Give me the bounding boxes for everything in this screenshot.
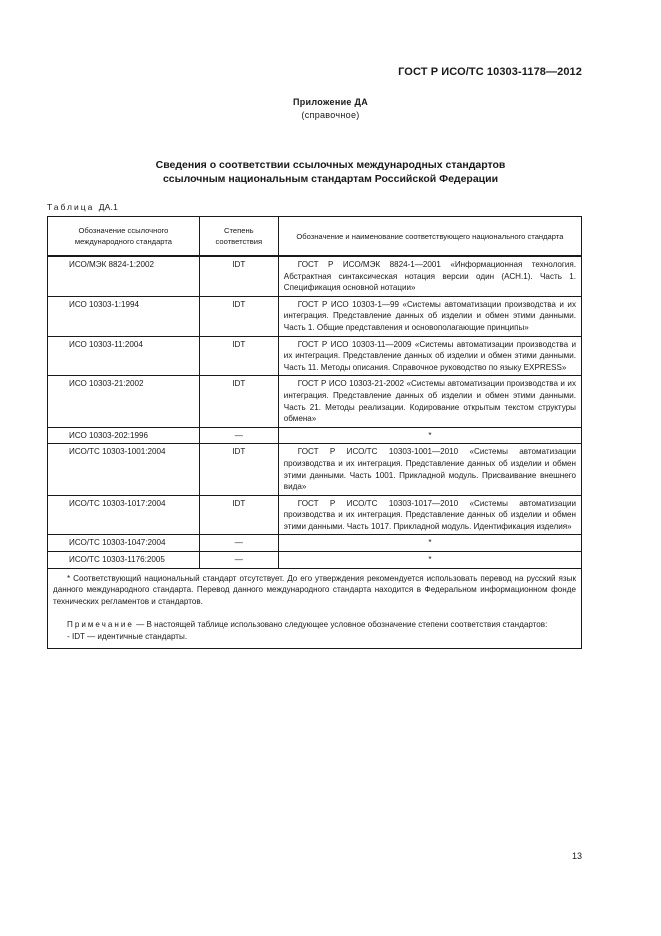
- cell-national: ГОСТ Р ИСО 10303-11—2009 «Системы автоматизации производства и их интеграция. Представление данных об изделии и обмен этими данными. Часть 11. Методы описания. Справочное руководство по языку EXPRESS»: [278, 336, 581, 376]
- cell-standard: ИСО 10303-21:2002: [48, 376, 200, 427]
- table-row: [48, 376, 582, 427]
- note: [53, 619, 576, 631]
- cell-degree: IDT: [199, 444, 278, 495]
- correspondence-table-wrapper: [47, 216, 582, 649]
- table-label-number: ДА.1: [98, 202, 119, 212]
- cell-standard: ИСО/ТС 10303-1176:2005: [48, 552, 200, 569]
- table-notes-row: [48, 568, 582, 648]
- table-row: [48, 552, 582, 569]
- table-row: [48, 296, 582, 336]
- table-label: [47, 202, 118, 212]
- cell-standard: ИСО/МЭК 8824-1:2002: [48, 256, 200, 296]
- cell-national: ГОСТ Р ИСО/МЭК 8824-1—2001 «Информационная технология. Абстрактная синтаксическая нотация версии один (АСН.1). Часть 1. Спецификация основной нотации»: [278, 256, 581, 296]
- page-number: 13: [571, 851, 582, 861]
- table-row: [48, 256, 582, 296]
- cell-degree: IDT: [199, 256, 278, 296]
- cell-national: ГОСТ Р ИСО/ТС 10303-1017—2010 «Системы автоматизации производства и их интеграция. Представление данных об изделии и обмен этими данными. Часть 1017. Прикладной модуль. Идентификация изделия»: [278, 495, 581, 535]
- cell-standard: ИСО 10303-11:2004: [48, 336, 200, 376]
- cell-standard: ИСО/ТС 10303-1047:2004: [48, 535, 200, 552]
- document-code: ГОСТ Р ИСО/ТС 10303-1178—2012: [398, 66, 582, 78]
- cell-degree: IDT: [199, 495, 278, 535]
- correspondence-table: [47, 216, 582, 649]
- appendix-title: Приложение ДА: [292, 97, 369, 107]
- cell-national: *: [278, 427, 581, 444]
- cell-degree: IDT: [199, 376, 278, 427]
- cell-degree: —: [199, 552, 278, 569]
- cell-degree: —: [199, 535, 278, 552]
- header-degree: Степень соответствия: [199, 217, 278, 257]
- cell-degree: —: [199, 427, 278, 444]
- table-header-row: [48, 217, 582, 257]
- table-row: [48, 444, 582, 495]
- table-notes: [48, 568, 582, 648]
- table-row: [48, 535, 582, 552]
- cell-national: *: [278, 535, 581, 552]
- cell-standard: ИСО 10303-1:1994: [48, 296, 200, 336]
- heading-line-1: Сведения о соответствии ссылочных международных стандартов: [155, 159, 506, 171]
- table-label-word: Таблица: [47, 202, 95, 212]
- note-text: — В настоящей таблице использовано следующее условное обозначение степени соответствия стандартов:: [136, 620, 548, 630]
- table-row: [48, 495, 582, 535]
- table-row: [48, 427, 582, 444]
- heading-line-2: ссылочным национальным стандартам Российской Федерации: [162, 173, 499, 185]
- header-international-standard: Обозначение ссылочного международного стандарта: [48, 217, 200, 257]
- section-heading: [0, 158, 661, 186]
- cell-national: *: [278, 552, 581, 569]
- cell-national: ГОСТ Р ИСО 10303-1—99 «Системы автоматизации производства и их интеграция. Представление данных об изделии и обмен этими данными. Часть 1. Общие представления и основополагающие принципы»: [278, 296, 581, 336]
- appendix-header: [0, 96, 661, 122]
- note-label: Примечание: [67, 620, 134, 630]
- cell-standard: ИСО/ТС 10303-1001:2004: [48, 444, 200, 495]
- note-item: - IDT — идентичные стандарты.: [67, 632, 188, 642]
- header-national-standard: Обозначение и наименование соответствующего национального стандарта: [278, 217, 581, 257]
- footnote: * Соответствующий национальный стандарт отсутствует. До его утверждения рекомендуется использовать перевод на русский язык данного международного стандарта. Перевод данного международного стандарта находится в Федеральном информационном фонде технических регламентов и стандартов.: [53, 573, 576, 606]
- appendix-subtitle: (справочное): [301, 110, 360, 120]
- cell-national: ГОСТ Р ИСО/ТС 10303-1001—2010 «Системы автоматизации производства и их интеграция. Представление данных об изделии и обмен этими данными. Часть 1001. Прикладной модуль. Присваивание внешнего вида»: [278, 444, 581, 495]
- cell-national: ГОСТ Р ИСО 10303-21-2002 «Системы автоматизации производства и их интеграция. Представление данных об изделии и обмен этими данными. Часть 21. Методы реализации. Кодирование открытым текстом структуры обмена»: [278, 376, 581, 427]
- cell-degree: IDT: [199, 296, 278, 336]
- cell-standard: ИСО/ТС 10303-1017:2004: [48, 495, 200, 535]
- table-row: [48, 336, 582, 376]
- cell-standard: ИСО 10303-202:1996: [48, 427, 200, 444]
- cell-degree: IDT: [199, 336, 278, 376]
